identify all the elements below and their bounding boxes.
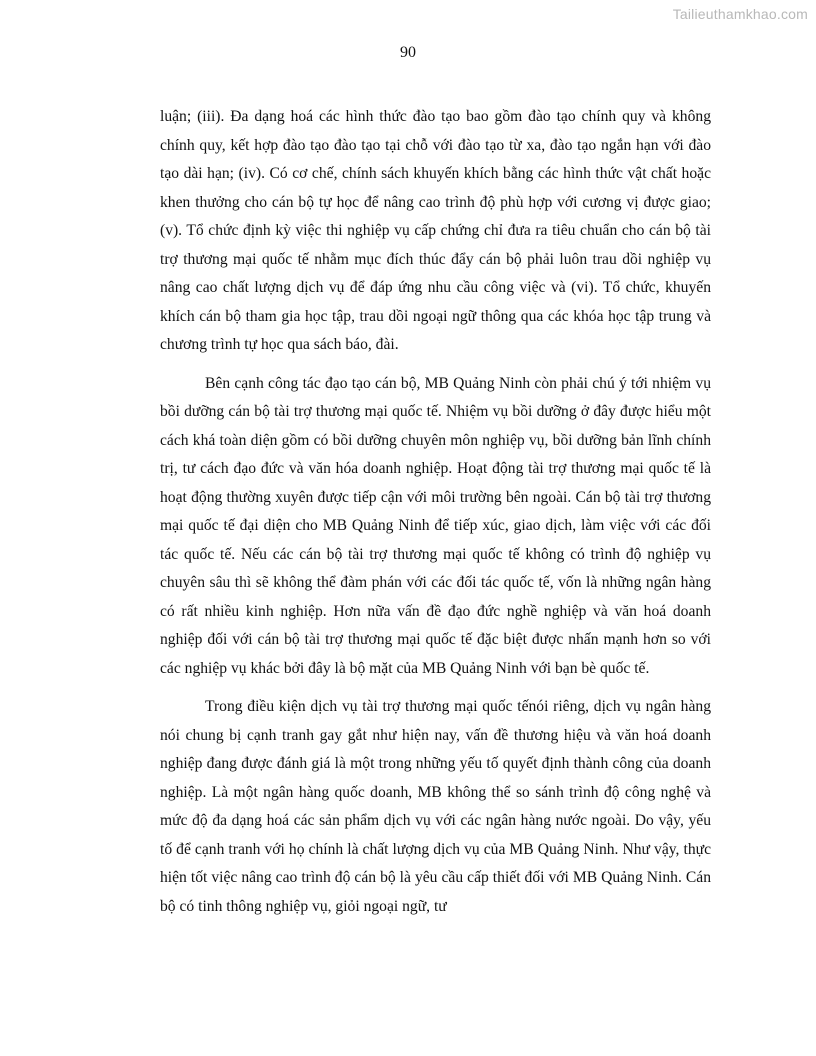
paragraph-3: Trong điều kiện dịch vụ tài trợ thương mại quốc tếnói riêng, dịch vụ ngân hàng nói chung bị cạnh tranh gay gắt như hiện nay, vấn đề thương hiệu và văn hoá doanh nghiệp đang được đánh giá là một trong những yếu tố quyết định thành công của doanh nghiệp. Là một ngân hàng quốc doanh, MB không thể so sánh trình độ công nghệ và mức độ đa dạng hoá các sản phẩm dịch vụ với các ngân hàng nước ngoài. Do vậy, yếu tố để cạnh tranh với họ chính là chất lượng dịch vụ của MB Quảng Ninh. Như vậy, thực hiện tốt việc nâng cao trình độ cán bộ là yêu cầu cấp thiết đối với MB Quảng Ninh. Cán bộ có tinh thông nghiệp vụ, giỏi ngoại ngữ, tư <box>160 698 711 915</box>
paragraph-2: Bên cạnh công tác đạo tạo cán bộ, MB Quảng Ninh còn phải chú ý tới nhiệm vụ bồi dưỡng cán bộ tài trợ thương mại quốc tế. Nhiệm vụ bồi dưỡng ở đây được hiểu một cách khá toàn diện gồm có bồi dưỡng chuyên môn nghiệp vụ, bồi dưỡng bản lĩnh chính trị, tư cách đạo đức và văn hóa doanh nghiệp. Hoạt động tài trợ thương mại quốc tế là hoạt động thường xuyên được tiếp cận với môi trường bên ngoài. Cán bộ tài trợ thương mại quốc tế đại diện cho MB Quảng Ninh để tiếp xúc, giao dịch, làm việc với các đối tác quốc tế. Nếu các cán bộ tài trợ thương mại quốc tế không có trình độ nghiệp vụ chuyên sâu thì sẽ không thể đàm phán với các đối tác quốc tế, vốn là những ngân hàng có rất nhiều kinh nghiệp. Hơn nữa vấn đề đạo đức nghề nghiệp và văn hoá doanh nghiệp đối với cán bộ tài trợ thương mại quốc tế đặc biệt được nhấn mạnh hơn so với các nghiệp vụ khác bởi đây là bộ mặt của MB Quảng Ninh với bạn bè quốc tế. <box>160 374 711 677</box>
paragraph-1: luận; (iii). Đa dạng hoá các hình thức đào tạo bao gồm đào tạo chính quy và không chính quy, kết hợp đào tạo đào tạo tại chỗ với đào tạo từ xa, đào tạo ngắn hạn với đào tạo dài hạn; (iv). Có cơ chế, chính sách khuyến khích bằng các hình thức vật chất hoặc khen thưởng cho cán bộ tự học để nâng cao trình độ phù hợp với cương vị được giao; (v). Tổ chức định kỳ việc thi nghiệp vụ cấp chứng chỉ đưa ra tiêu chuẩn cho cán bộ tài trợ thương mại quốc tế nhằm mục đích thúc đẩy cán bộ phải luôn trau dồi nghiệp vụ nâng cao chất lượng dịch vụ để đáp ứng nhu cầu công việc và (vi). Tổ chức, khuyến khích cán bộ tham gia học tập, trau dồi ngoại ngữ thông qua các khóa học tập trung và chương trình tự học qua sách báo, đài. <box>160 108 711 353</box>
watermark: Tailieuthamkhao.com <box>672 6 808 22</box>
document-body <box>160 103 711 921</box>
page-number: 90 <box>400 44 416 61</box>
